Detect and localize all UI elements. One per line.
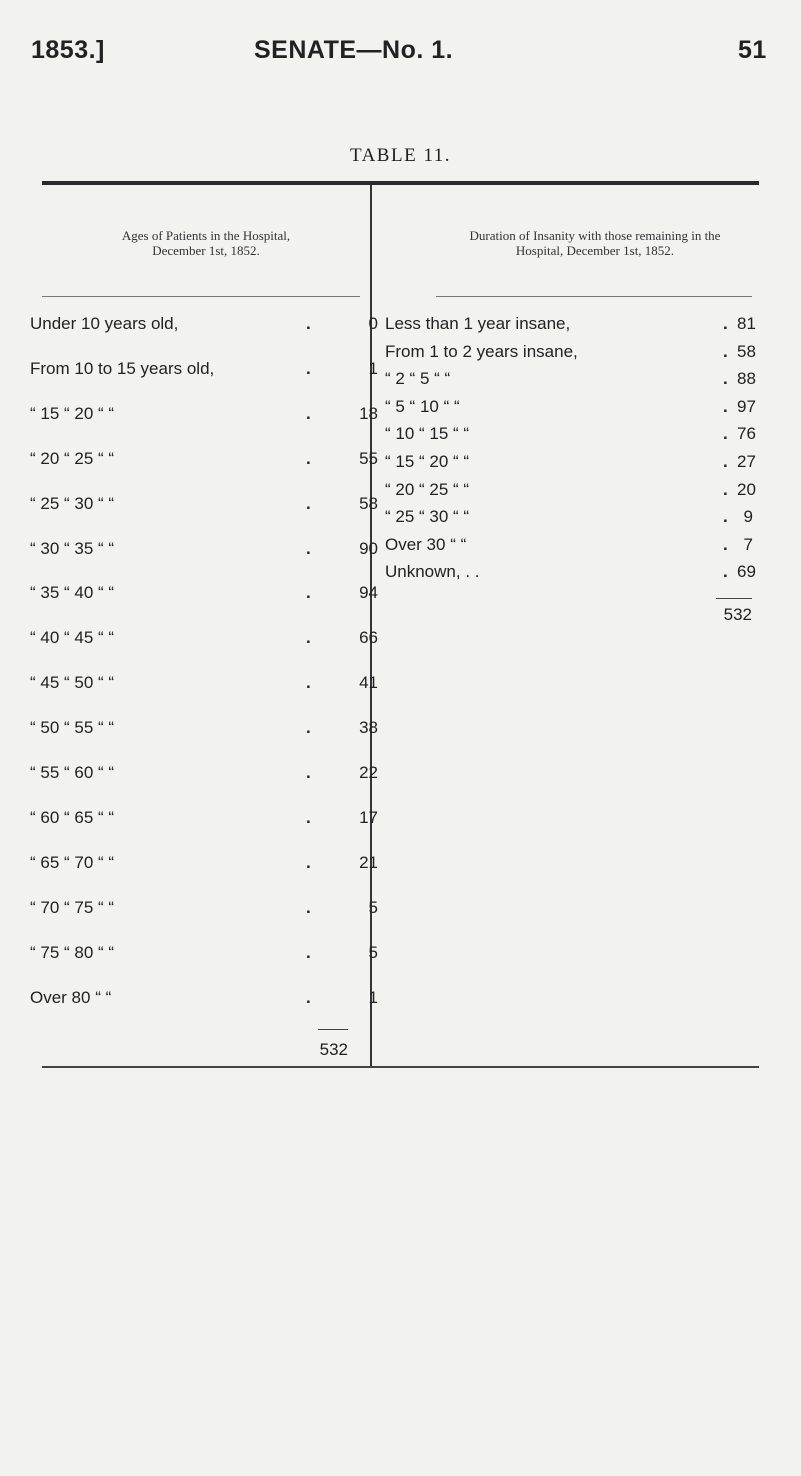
row-label: Less than 1 year insane, [385,314,571,333]
row-label: “ 40 “ 45 “ “ [30,628,115,648]
table-row [30,314,378,336]
leader-dot: . [306,987,311,1007]
row-label: Over 30 “ “ [385,534,467,554]
right-heading-line2: Hospital, December 1st, 1852. [515,243,675,258]
row-value: 17 [359,807,378,827]
row-value: 66 [359,628,378,648]
row-label: From 10 to 15 years old, [30,358,215,378]
table-bottom-rule [42,1066,759,1068]
leader-dot: . [723,424,728,444]
left-heading-rule [42,296,360,297]
table-row [385,452,755,474]
table-row [30,852,378,875]
leader-dot: . [306,314,311,333]
leader-dot: . [306,403,311,423]
table-row [30,897,378,920]
leader-dot: . [723,534,728,554]
row-label: “ 30 “ 35 “ “ [30,538,115,558]
row-label: “ 55 “ 60 “ “ [30,763,115,782]
row-label: Unknown, . . [385,562,480,582]
row-value: 94 [359,583,378,603]
row-value: 97 [737,396,756,416]
right-total-rule [716,598,752,599]
leader-dot: . [723,562,728,582]
right-heading-line1: Duration of Insanity with those remaining in the [469,228,721,243]
table-row [30,358,378,381]
row-value: 22 [359,763,378,782]
leader-dot: . [723,479,728,499]
row-label: “ 25 “ 30 “ “ [385,507,470,527]
table-row [30,942,378,965]
table-row [30,403,378,426]
right-heading-rule [436,296,752,297]
leader-dot: . [306,807,311,827]
right-total: 532 [723,605,752,624]
row-label: From 1 to 2 years insane, [385,341,578,361]
row-value: 5 [368,942,378,962]
table-title: TABLE 11. [350,145,451,166]
table-row [385,480,755,502]
row-value: 69 [737,562,756,582]
leader-dot: . [306,673,311,693]
leader-dot: . [306,942,311,962]
row-value: 1 [368,358,378,378]
row-value: 5 [368,897,378,917]
table-row [30,987,378,1010]
row-value: 55 [359,448,378,468]
row-value: 81 [737,314,756,333]
left-column-heading [95,228,317,258]
row-label: “ 15 “ 20 “ “ [385,452,470,471]
row-label: “ 60 “ 65 “ “ [30,807,115,827]
page-header-title: SENATE—No. 1. [254,36,454,64]
row-value: 58 [737,341,756,361]
table-row [30,673,378,695]
left-heading-line1: Ages of Patients in the Hospital, [121,228,291,243]
table-top-rule [42,181,759,185]
row-label: “ 2 “ 5 “ “ [385,369,451,389]
leader-dot: . [306,358,311,378]
page-number: 51 [738,36,767,64]
leader-dot: . [306,448,311,468]
row-label: “ 45 “ 50 “ “ [30,673,115,693]
table-row [385,507,755,529]
table-row [385,397,755,419]
table-row [30,538,378,561]
table-row [385,342,755,364]
row-value: 41 [359,673,378,693]
table-row [30,493,378,516]
row-label: Under 10 years old, [30,314,179,333]
table-row [385,535,755,557]
row-label: “ 5 “ 10 “ “ [385,396,460,416]
table-row [385,369,755,391]
row-value: 88 [737,369,756,389]
row-value: 7 [743,534,753,554]
leader-dot: . [723,314,728,333]
left-heading-line2: December 1st, 1852. [152,243,260,258]
leader-dot: . [306,583,311,603]
leader-dot: . [306,538,311,558]
leader-dot: . [306,763,311,782]
table-row [30,448,378,471]
leader-dot: . [306,852,311,872]
leader-dot: . [306,493,311,513]
row-label: “ 25 “ 30 “ “ [30,493,115,513]
row-value: 1 [368,987,378,1007]
leader-dot: . [306,897,311,917]
table-row [30,718,378,740]
table-row [385,562,755,584]
row-value: 20 [737,479,756,499]
leader-dot: . [723,341,728,361]
row-label: “ 75 “ 80 “ “ [30,942,115,962]
row-value: 9 [743,507,753,527]
leader-dot: . [306,718,311,738]
table-row [385,424,755,446]
row-value: 21 [359,852,378,872]
row-value: 18 [359,403,378,423]
table-row [30,583,378,605]
row-value: 0 [368,314,378,333]
table-row [385,314,755,336]
left-total-rule [318,1029,348,1030]
left-total: 532 [319,1040,348,1059]
table-row [30,763,378,785]
row-label: “ 50 “ 55 “ “ [30,718,115,738]
row-label: “ 20 “ 25 “ “ [30,448,115,468]
row-value: 90 [359,538,378,558]
row-label: “ 65 “ 70 “ “ [30,852,115,872]
leader-dot: . [723,507,728,527]
leader-dot: . [723,369,728,389]
table-row [30,807,378,830]
table-row [30,628,378,650]
row-label: “ 15 “ 20 “ “ [30,403,115,423]
leader-dot: . [723,396,728,416]
row-value: 58 [359,493,378,513]
leader-dot: . [723,452,728,471]
row-value: 76 [737,424,756,444]
row-value: 27 [737,452,756,471]
row-value: 38 [359,718,378,738]
row-label: “ 20 “ 25 “ “ [385,479,470,499]
row-label: “ 70 “ 75 “ “ [30,897,115,917]
row-label: “ 10 “ 15 “ “ [385,424,470,444]
right-column-heading [420,228,770,258]
page-header-year: 1853.] [31,36,105,64]
row-label: “ 35 “ 40 “ “ [30,583,115,603]
row-label: Over 80 “ “ [30,987,112,1007]
leader-dot: . [306,628,311,648]
